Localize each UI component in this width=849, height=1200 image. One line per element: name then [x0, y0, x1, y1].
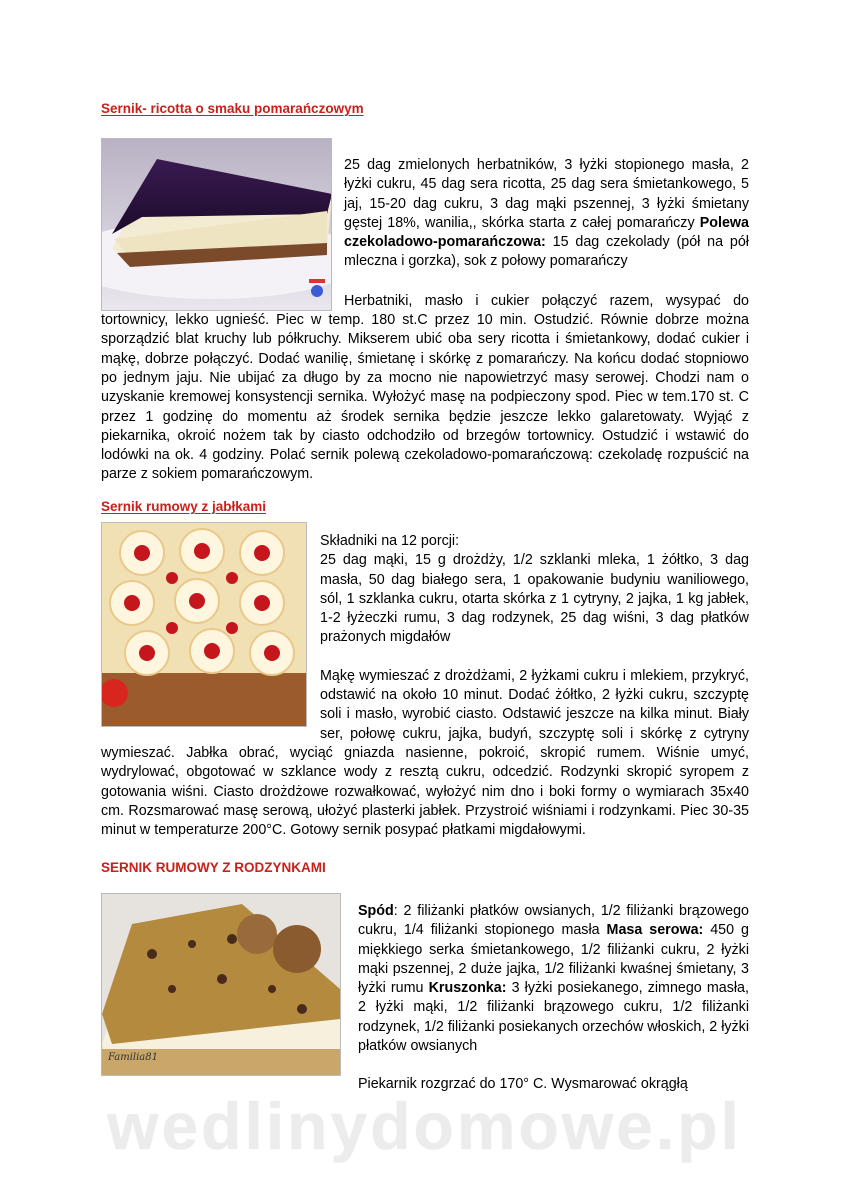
recipe-ingredients: 25 dag zmielonych herbatników, 3 łyżki stopionego masła, 2 łyżki cukru, 45 dag sera ricotta, 25 dag sera śmietankowego, 5 jaj, 15-20 dag cukru, 3 dag mąki pszennej, 3 łyżki śmietany gęstej 18%, wanilia,, skórka starta z całej pomarańczy Polewa czekoladowo-pomarańczowa: 15 dag czekolady (pół na pół mleczna i gorzka), sok z połowy pomarańczy: [344, 157, 749, 270]
recipe-ricotta: [101, 101, 749, 485]
apple-cheesecake-photo: [101, 522, 307, 727]
recipe-ingredients: Składniki na 12 porcji: 25 dag mąki, 15 g drożdży, 1/2 szklanki mleka, 1 żółtko, 3 dag masła, 50 dag białego sera, 1 opakowanie budyniu waniliowego, sól, 1 szklanka cukru, otarta skórka z 1 cytryny, 2 jajka, 1 kg jabłek, 1-2 łyżeczki rumu, 3 dag rodzynek, 25 dag wiśni, 3 dag płatków prażonych migdałów: [320, 533, 749, 646]
recipe-method: Mąkę wymieszać z drożdżami, 2 łyżkami cukru i mlekiem, przykryć, odstawić na około 10 minut. Dodać żółtko, 2 łyżki cukru, szczyptę soli i masło, wyrobić ciasto. Odstawić jeszcze na kilka minut. Biały ser, połowę cukru, jajka, budyń, szczyptę soli i skórkę z cytryny wymieszać. Jabłka obrać, wyciąć gniazda nasienne, pokroić, skropić rumem. Wiśnie umyć, wydrylować, obgotować w szklance wody z resztą cukru, odcedzić. Rodzynki skropić syropem z gotowania wiśni. Ciasto drożdżowe rozwałkować, wyłożyć nim dno i boki formy o wymiarach 35x40 cm. Rozsmarować masę serową, ułożyć plasterki jabłek. Przystroić wiśniami i rodzynkami. Piec 30-35 minut w temperaturze 200°C. Gotowy sernik posypać płatkami migdałowymi.: [101, 667, 749, 839]
photo-signature: Familia81: [108, 1052, 158, 1063]
recipe-rum-apple: [101, 499, 749, 840]
spod-label: Spód: [358, 903, 394, 919]
raisin-cake-image: [102, 894, 340, 1075]
cheesecake-photo: [101, 138, 332, 311]
recipe-title: Sernik- ricotta o smaku pomarańczowym: [101, 101, 364, 116]
site-watermark: wedlinydomowe.pl: [107, 1089, 742, 1163]
kruszonka-label: Kruszonka:: [428, 980, 507, 997]
recipe-method: Herbatniki, masło i cukier połączyć razem, wysypać do tortownicy, lekko ugnieść. Piec w temp. 180 st.C przez 10 min. Ostudzić. Równie dobrze można sporządzić blat kruchy lub półkruchy. Mikserem ubić oba sery ricotta i śmietankowy, dodać cukier i mąkę, dobrze połączyć. Dodać wanilię, śmietanę i skórkę z pomarańczy. Na końcu dodać stopniowo po jednym jaju. Nie ubijać za długo by za mocno nie napowietrzyć masy serowej. Chodzi nam o uzyskanie kremowej konsystencji sernika. Wyłożyć masę na podpieczony spod. Piec w tem.170 st. C przez 1 godzinę do momentu aż środek sernika będzie jeszcze lekko galaretowaty. Wyjąć z piekarnika, okroić nożem tak by ciasto odchodziło od brzegów tortownicy. Ostudzić i wstawić do lodówki na ok. 4 godziny. Polać sernik polewą czekoladowo-pomarańczową: czekoladę rozpuścić na parze z sokiem pomarańczowym.: [101, 292, 749, 483]
chocolate-cheesecake-image: [102, 139, 331, 310]
glaze-label: Polewa czekoladowo-pomarańczowa:: [344, 214, 749, 251]
recipe-ingredients: Spód: 2 filiżanki płatków owsianych, 1/2 filiżanki brązowego cukru, 1/4 filiżanki stopionego masła Masa serowa: 450 g miękkiego serka śmietankowego, 1/2 filiżanki cukru, 2 łyżki mąki pszennej, 2 duże jajka, 1/2 filiżanki kwaśnej śmietany, 3 łyżki rumu Kruszonka: 3 łyżki posiekanego, zimnego masła, 2 łyżki mąki, 1/2 filiżanki brązowego cukru, 1/2 filiżanki rodzynek, 1/2 filiżanki posiekanych orzechów włoskich, 2 łyżki płatków owsianych: [358, 903, 749, 1055]
masa-label: Masa serowa:: [606, 922, 704, 939]
recipe-method: Piekarnik rozgrzać do 170° C. Wysmarować okrągłą: [358, 1076, 688, 1093]
recipe-rum-raisin: [101, 860, 749, 1095]
recipe-title: SERNIK RUMOWY Z RODZYNKAMI: [101, 860, 326, 875]
raisin-cheesecake-photo: [101, 893, 341, 1076]
recipe-title: Sernik rumowy z jabłkami: [101, 499, 267, 514]
apple-cake-image: [102, 523, 306, 726]
